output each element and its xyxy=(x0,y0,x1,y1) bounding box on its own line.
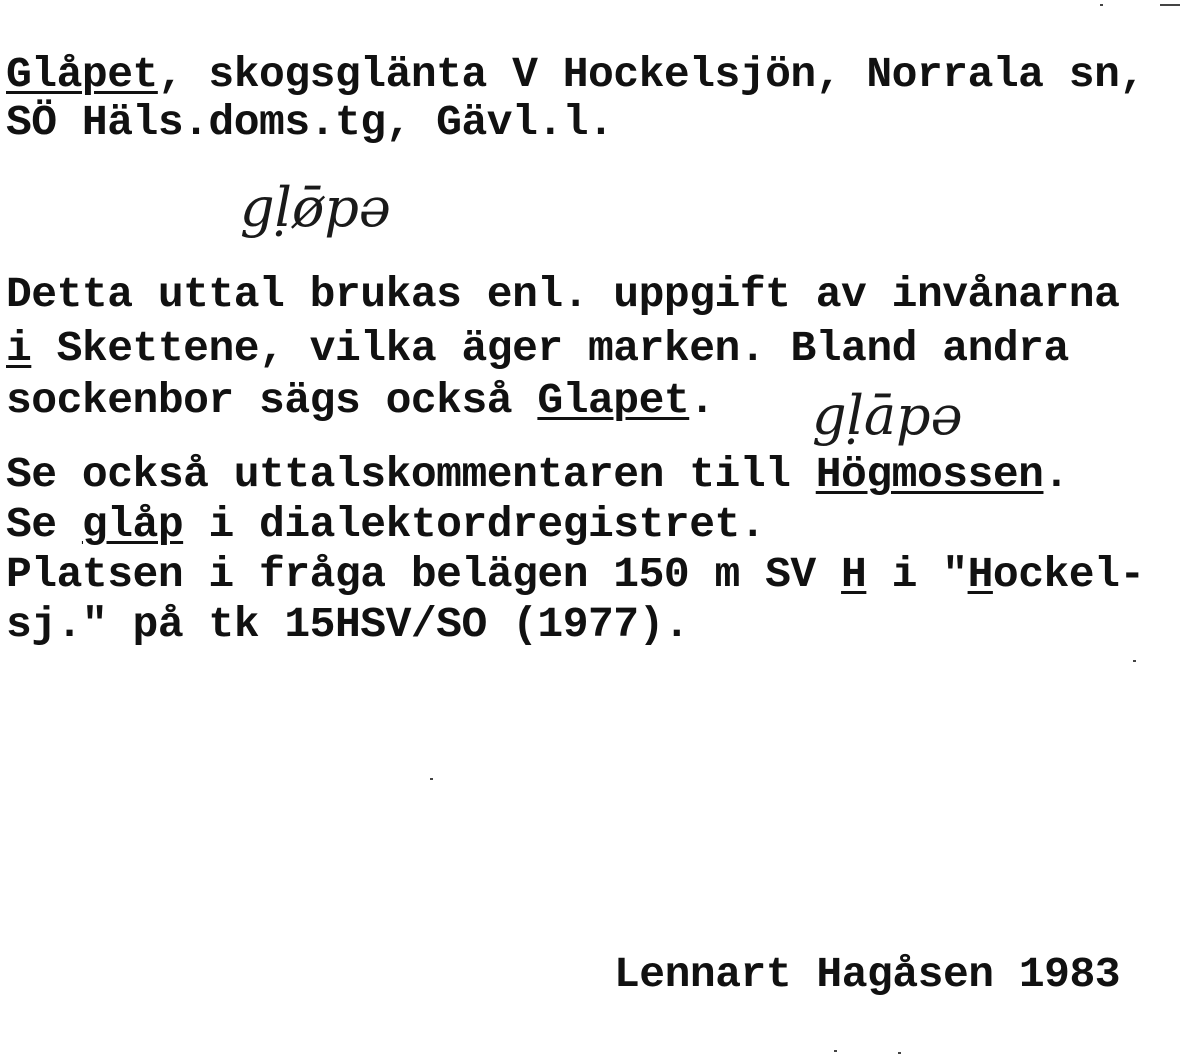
scan-speck xyxy=(898,1052,901,1054)
cross-reference-glap: glåp xyxy=(81,500,184,549)
entry-line-1 xyxy=(6,52,1145,98)
scan-speck xyxy=(1133,660,1136,662)
scan-speck xyxy=(1100,4,1103,6)
variant-name: Glapet xyxy=(537,376,690,425)
scan-speck xyxy=(1160,4,1180,6)
cross-reference-hogmossen: Högmossen xyxy=(815,450,1044,499)
entry-line-2: SÖ Häls.doms.tg, Gävl.l. xyxy=(6,98,614,147)
paragraph-1-line-2: i Skettene, vilka äger marken. Bland andra xyxy=(6,324,1069,373)
paragraph-2-line-1: Se också uttalskommentaren till Högmossen. xyxy=(6,450,1069,499)
paragraph-2-line-2: Se glåp i dialektordregistret. xyxy=(6,500,766,549)
paragraph-1-line-3: sockenbor sägs också Glapet. xyxy=(6,376,715,425)
paragraph-1-line-1: Detta uttal brukas enl. uppgift av invånarna xyxy=(6,270,1120,319)
headword: Glåpet xyxy=(6,50,158,99)
phonetic-transcription-2: gḷāpə xyxy=(812,384,963,447)
phonetic-transcription-1: gḷø̄pə xyxy=(240,176,391,239)
paragraph-2-line-3: Platsen i fråga belägen 150 m SV H i "Hockel- xyxy=(6,550,1145,599)
scan-speck xyxy=(430,778,433,780)
entry-description: , skogsglänta V Hockelsjön, Norrala sn, xyxy=(157,50,1145,99)
signature: Lennart Hagåsen 1983 xyxy=(614,950,1121,999)
paragraph-2-line-4: sj." på tk 15HSV/SO (1977). xyxy=(6,600,690,649)
scan-speck xyxy=(834,1050,837,1052)
